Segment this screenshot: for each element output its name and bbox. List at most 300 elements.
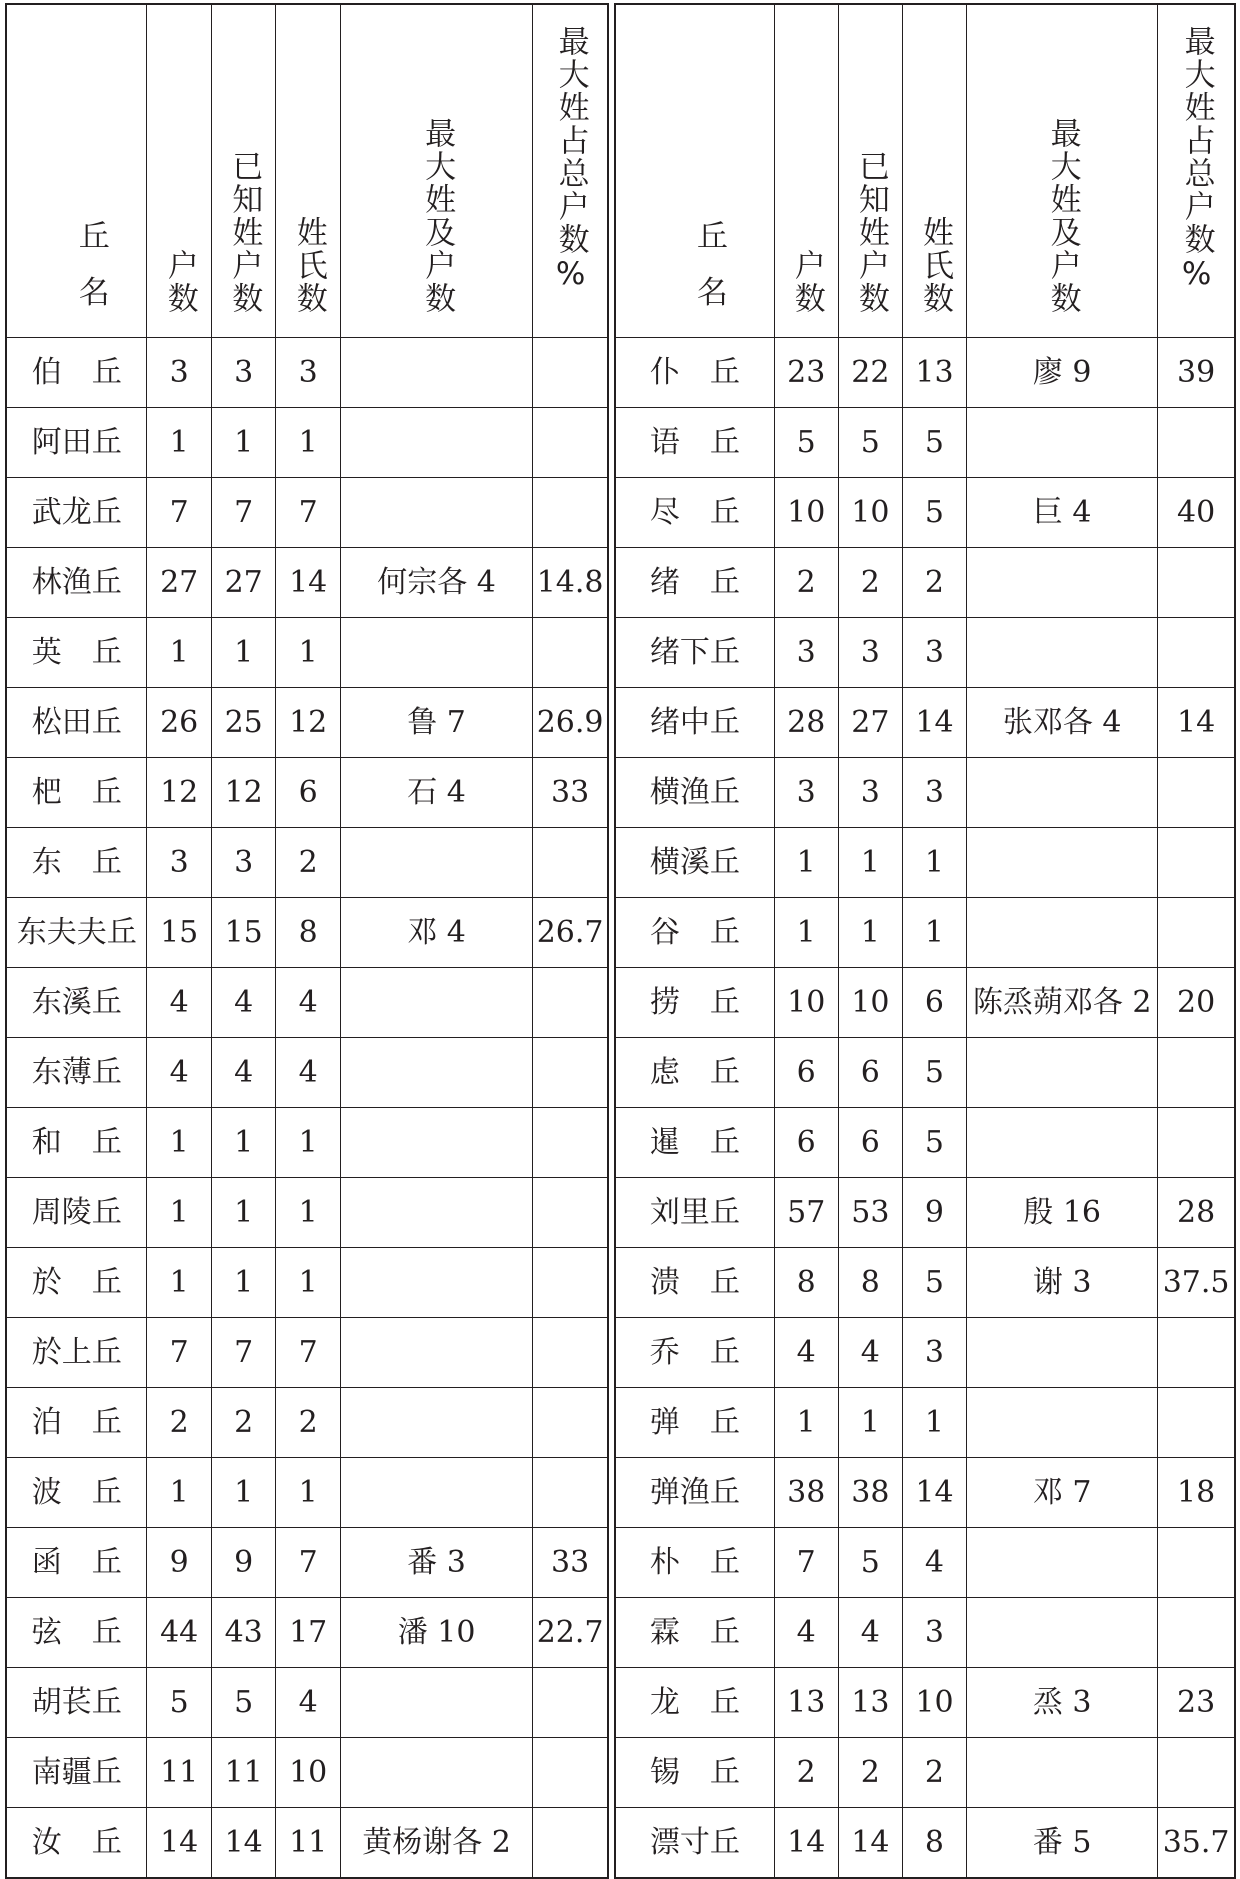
cell-name: 函 丘 bbox=[6, 1528, 147, 1598]
table-row bbox=[6, 828, 608, 898]
cell-largest bbox=[340, 968, 532, 1038]
cell-name: 胡苌丘 bbox=[6, 1668, 147, 1738]
cell-largest bbox=[340, 478, 532, 548]
cell-households: 2 bbox=[774, 548, 838, 618]
table-row bbox=[6, 618, 608, 688]
cell-name: 乔 丘 bbox=[615, 1318, 774, 1388]
cell-largest bbox=[967, 408, 1158, 478]
cell-known: 14 bbox=[211, 1808, 276, 1879]
cell-households: 14 bbox=[147, 1808, 212, 1879]
cell-known: 1 bbox=[211, 1108, 276, 1178]
cell-known: 43 bbox=[211, 1598, 276, 1668]
cell-largest: 邓 4 bbox=[340, 898, 532, 968]
cell-name: 英 丘 bbox=[6, 618, 147, 688]
cell-known: 9 bbox=[211, 1528, 276, 1598]
cell-known: 27 bbox=[211, 548, 276, 618]
table-row bbox=[615, 828, 1235, 898]
header-name-text: 丘名 bbox=[696, 219, 750, 311]
cell-largest: 烝 3 bbox=[967, 1668, 1158, 1738]
cell-households: 4 bbox=[774, 1318, 838, 1388]
header-known bbox=[211, 4, 276, 338]
cell-surnames: 3 bbox=[902, 1318, 966, 1388]
cell-name: 谷 丘 bbox=[615, 898, 774, 968]
table-row bbox=[6, 408, 608, 478]
cell-name: 绪下丘 bbox=[615, 618, 774, 688]
cell-households: 1 bbox=[774, 828, 838, 898]
cell-largest bbox=[967, 1388, 1158, 1458]
right-table bbox=[614, 3, 1236, 1879]
header-known-text: 已知姓户数 bbox=[852, 150, 889, 315]
cell-pct bbox=[533, 1038, 608, 1108]
cell-name: 东溪丘 bbox=[6, 968, 147, 1038]
cell-surnames: 5 bbox=[902, 1248, 966, 1318]
cell-surnames: 2 bbox=[276, 1388, 341, 1458]
cell-known: 4 bbox=[211, 968, 276, 1038]
cell-name: 捞 丘 bbox=[615, 968, 774, 1038]
cell-pct bbox=[533, 1248, 608, 1318]
cell-name: 泊 丘 bbox=[6, 1388, 147, 1458]
cell-households: 3 bbox=[147, 338, 212, 408]
header-surnames bbox=[902, 4, 966, 338]
cell-households: 26 bbox=[147, 688, 212, 758]
table-row bbox=[615, 1458, 1235, 1528]
cell-surnames: 1 bbox=[902, 1388, 966, 1458]
cell-name: 尽 丘 bbox=[615, 478, 774, 548]
cell-pct bbox=[1158, 1738, 1235, 1808]
cell-known: 1 bbox=[211, 1248, 276, 1318]
header-pct bbox=[1158, 4, 1235, 338]
cell-known: 15 bbox=[211, 898, 276, 968]
cell-largest bbox=[340, 828, 532, 898]
cell-name: 阿田丘 bbox=[6, 408, 147, 478]
cell-known: 11 bbox=[211, 1738, 276, 1808]
cell-surnames: 1 bbox=[902, 898, 966, 968]
cell-households: 3 bbox=[774, 618, 838, 688]
table-row bbox=[6, 1808, 608, 1879]
table-row bbox=[6, 1458, 608, 1528]
cell-pct: 26.9 bbox=[533, 688, 608, 758]
cell-pct bbox=[533, 1388, 608, 1458]
cell-known: 4 bbox=[838, 1598, 902, 1668]
cell-known: 2 bbox=[838, 1738, 902, 1808]
cell-known: 1 bbox=[211, 408, 276, 478]
cell-name: 溃 丘 bbox=[615, 1248, 774, 1318]
cell-surnames: 1 bbox=[902, 828, 966, 898]
cell-name: 弦 丘 bbox=[6, 1598, 147, 1668]
cell-pct bbox=[1158, 1388, 1235, 1458]
cell-households: 13 bbox=[774, 1668, 838, 1738]
cell-households: 1 bbox=[147, 408, 212, 478]
header-surnames-text: 姓氏数 bbox=[916, 216, 953, 315]
header-largest bbox=[340, 4, 532, 338]
table-row bbox=[615, 1178, 1235, 1248]
header-known bbox=[838, 4, 902, 338]
header-pct-text: 最大姓占总户数% bbox=[552, 25, 589, 294]
cell-largest: 番 3 bbox=[340, 1528, 532, 1598]
cell-name: 绪中丘 bbox=[615, 688, 774, 758]
table-row bbox=[615, 758, 1235, 828]
cell-known: 6 bbox=[838, 1038, 902, 1108]
cell-pct: 22.7 bbox=[533, 1598, 608, 1668]
cell-pct: 20 bbox=[1158, 968, 1235, 1038]
cell-name: 伯 丘 bbox=[6, 338, 147, 408]
table-row bbox=[6, 478, 608, 548]
cell-known: 14 bbox=[838, 1808, 902, 1879]
table-row bbox=[6, 758, 608, 828]
cell-surnames: 2 bbox=[276, 828, 341, 898]
header-surnames-text: 姓氏数 bbox=[290, 216, 327, 315]
cell-households: 10 bbox=[774, 478, 838, 548]
cell-largest: 石 4 bbox=[340, 758, 532, 828]
table-row bbox=[615, 548, 1235, 618]
cell-name: 横溪丘 bbox=[615, 828, 774, 898]
header-households-text: 户数 bbox=[161, 249, 198, 315]
cell-households: 1 bbox=[147, 1248, 212, 1318]
cell-surnames: 1 bbox=[276, 1178, 341, 1248]
cell-households: 38 bbox=[774, 1458, 838, 1528]
cell-pct bbox=[533, 1108, 608, 1178]
cell-known: 2 bbox=[211, 1388, 276, 1458]
cell-largest bbox=[967, 1528, 1158, 1598]
cell-known: 7 bbox=[211, 1318, 276, 1388]
cell-households: 15 bbox=[147, 898, 212, 968]
cell-pct: 39 bbox=[1158, 338, 1235, 408]
cell-name: 朴 丘 bbox=[615, 1528, 774, 1598]
cell-largest bbox=[967, 1318, 1158, 1388]
cell-largest: 何宗各 4 bbox=[340, 548, 532, 618]
cell-largest: 鲁 7 bbox=[340, 688, 532, 758]
cell-households: 6 bbox=[774, 1038, 838, 1108]
cell-pct: 37.5 bbox=[1158, 1248, 1235, 1318]
cell-surnames: 12 bbox=[276, 688, 341, 758]
cell-surnames: 1 bbox=[276, 618, 341, 688]
header-pct bbox=[533, 4, 608, 338]
cell-known: 25 bbox=[211, 688, 276, 758]
cell-pct bbox=[533, 1668, 608, 1738]
header-largest-text: 最大姓及户数 bbox=[419, 117, 456, 315]
cell-name: 弹 丘 bbox=[615, 1388, 774, 1458]
cell-name: 周陵丘 bbox=[6, 1178, 147, 1248]
cell-largest: 张邓各 4 bbox=[967, 688, 1158, 758]
cell-surnames: 8 bbox=[276, 898, 341, 968]
cell-pct bbox=[533, 478, 608, 548]
cell-largest bbox=[967, 1598, 1158, 1668]
cell-largest bbox=[340, 1668, 532, 1738]
cell-largest bbox=[340, 1248, 532, 1318]
cell-households: 44 bbox=[147, 1598, 212, 1668]
cell-largest: 谢 3 bbox=[967, 1248, 1158, 1318]
cell-largest bbox=[340, 1738, 532, 1808]
table-row bbox=[615, 688, 1235, 758]
cell-households: 23 bbox=[774, 338, 838, 408]
cell-name: 刘里丘 bbox=[615, 1178, 774, 1248]
cell-pct bbox=[533, 618, 608, 688]
cell-known: 12 bbox=[211, 758, 276, 828]
cell-surnames: 1 bbox=[276, 408, 341, 478]
cell-households: 2 bbox=[774, 1738, 838, 1808]
header-row bbox=[615, 4, 1235, 338]
header-pct-text: 最大姓占总户数% bbox=[1178, 25, 1215, 294]
cell-households: 14 bbox=[774, 1808, 838, 1879]
right-table-body bbox=[615, 338, 1235, 1879]
table-row bbox=[615, 1108, 1235, 1178]
cell-surnames: 11 bbox=[276, 1808, 341, 1879]
cell-name: 东薄丘 bbox=[6, 1038, 147, 1108]
cell-surnames: 14 bbox=[902, 1458, 966, 1528]
cell-name: 弹渔丘 bbox=[615, 1458, 774, 1528]
cell-largest bbox=[967, 758, 1158, 828]
cell-known: 3 bbox=[211, 828, 276, 898]
cell-pct: 28 bbox=[1158, 1178, 1235, 1248]
cell-known: 22 bbox=[838, 338, 902, 408]
cell-largest bbox=[967, 1738, 1158, 1808]
cell-name: 於上丘 bbox=[6, 1318, 147, 1388]
cell-surnames: 8 bbox=[902, 1808, 966, 1879]
header-households bbox=[774, 4, 838, 338]
table-row bbox=[6, 1038, 608, 1108]
cell-households: 7 bbox=[147, 478, 212, 548]
cell-households: 12 bbox=[147, 758, 212, 828]
cell-households: 5 bbox=[774, 408, 838, 478]
cell-largest: 黄杨谢各 2 bbox=[340, 1808, 532, 1879]
cell-name: 绪 丘 bbox=[615, 548, 774, 618]
cell-pct: 18 bbox=[1158, 1458, 1235, 1528]
cell-known: 10 bbox=[838, 968, 902, 1038]
table-row bbox=[615, 968, 1235, 1038]
header-row bbox=[6, 4, 608, 338]
table-row bbox=[615, 1388, 1235, 1458]
cell-known: 4 bbox=[838, 1318, 902, 1388]
cell-known: 4 bbox=[211, 1038, 276, 1108]
cell-name: 松田丘 bbox=[6, 688, 147, 758]
cell-households: 6 bbox=[774, 1108, 838, 1178]
table-row bbox=[615, 1528, 1235, 1598]
cell-surnames: 4 bbox=[276, 968, 341, 1038]
cell-known: 3 bbox=[211, 338, 276, 408]
cell-pct bbox=[1158, 1318, 1235, 1388]
cell-surnames: 4 bbox=[276, 1668, 341, 1738]
cell-known: 1 bbox=[211, 618, 276, 688]
cell-pct: 33 bbox=[533, 1528, 608, 1598]
cell-largest bbox=[340, 408, 532, 478]
cell-largest bbox=[967, 898, 1158, 968]
cell-largest bbox=[340, 338, 532, 408]
cell-pct bbox=[1158, 758, 1235, 828]
header-known-text: 已知姓户数 bbox=[226, 150, 263, 315]
cell-pct bbox=[533, 1738, 608, 1808]
cell-households: 4 bbox=[147, 1038, 212, 1108]
cell-households: 57 bbox=[774, 1178, 838, 1248]
cell-name: 锡 丘 bbox=[615, 1738, 774, 1808]
table-row bbox=[6, 1318, 608, 1388]
cell-pct bbox=[1158, 1038, 1235, 1108]
table-row bbox=[6, 338, 608, 408]
cell-surnames: 3 bbox=[902, 618, 966, 688]
cell-name: 林渔丘 bbox=[6, 548, 147, 618]
cell-households: 1 bbox=[147, 618, 212, 688]
table-row bbox=[615, 1248, 1235, 1318]
cell-pct: 40 bbox=[1158, 478, 1235, 548]
cell-name: 东夫夫丘 bbox=[6, 898, 147, 968]
cell-surnames: 13 bbox=[902, 338, 966, 408]
cell-surnames: 10 bbox=[902, 1668, 966, 1738]
cell-known: 27 bbox=[838, 688, 902, 758]
cell-households: 8 bbox=[774, 1248, 838, 1318]
cell-name: 东 丘 bbox=[6, 828, 147, 898]
table-row bbox=[6, 688, 608, 758]
table-row bbox=[615, 1668, 1235, 1738]
cell-largest bbox=[967, 618, 1158, 688]
cell-pct bbox=[1158, 618, 1235, 688]
cell-pct: 35.7 bbox=[1158, 1808, 1235, 1879]
table-row bbox=[615, 338, 1235, 408]
cell-name: 霖 丘 bbox=[615, 1598, 774, 1668]
cell-largest bbox=[340, 1108, 532, 1178]
cell-households: 3 bbox=[147, 828, 212, 898]
cell-name: 漂寸丘 bbox=[615, 1808, 774, 1879]
cell-known: 3 bbox=[838, 618, 902, 688]
cell-largest: 邓 7 bbox=[967, 1458, 1158, 1528]
table-row bbox=[6, 548, 608, 618]
cell-pct: 33 bbox=[533, 758, 608, 828]
cell-pct bbox=[533, 828, 608, 898]
header-name bbox=[6, 4, 147, 338]
table-row bbox=[615, 1808, 1235, 1879]
cell-pct bbox=[1158, 828, 1235, 898]
cell-surnames: 14 bbox=[276, 548, 341, 618]
cell-known: 1 bbox=[838, 828, 902, 898]
cell-known: 7 bbox=[211, 478, 276, 548]
cell-largest: 潘 10 bbox=[340, 1598, 532, 1668]
cell-known: 5 bbox=[838, 1528, 902, 1598]
cell-pct bbox=[1158, 898, 1235, 968]
cell-name: 武龙丘 bbox=[6, 478, 147, 548]
cell-surnames: 5 bbox=[902, 408, 966, 478]
cell-known: 13 bbox=[838, 1668, 902, 1738]
cell-surnames: 10 bbox=[276, 1738, 341, 1808]
header-surnames bbox=[276, 4, 341, 338]
header-households-text: 户数 bbox=[788, 249, 825, 315]
cell-surnames: 1 bbox=[276, 1458, 341, 1528]
cell-households: 27 bbox=[147, 548, 212, 618]
cell-name: 仆 丘 bbox=[615, 338, 774, 408]
cell-households: 28 bbox=[774, 688, 838, 758]
table-row bbox=[615, 898, 1235, 968]
cell-surnames: 7 bbox=[276, 478, 341, 548]
cell-pct bbox=[1158, 1528, 1235, 1598]
cell-known: 8 bbox=[838, 1248, 902, 1318]
cell-name: 波 丘 bbox=[6, 1458, 147, 1528]
cell-largest bbox=[340, 1038, 532, 1108]
cell-surnames: 3 bbox=[902, 1598, 966, 1668]
table-row bbox=[615, 1738, 1235, 1808]
cell-largest: 番 5 bbox=[967, 1808, 1158, 1879]
cell-known: 2 bbox=[838, 548, 902, 618]
cell-pct bbox=[1158, 1598, 1235, 1668]
cell-pct bbox=[533, 1178, 608, 1248]
cell-largest bbox=[340, 1178, 532, 1248]
cell-surnames: 7 bbox=[276, 1528, 341, 1598]
cell-pct bbox=[533, 1808, 608, 1879]
cell-name: 暹 丘 bbox=[615, 1108, 774, 1178]
cell-name: 龙 丘 bbox=[615, 1668, 774, 1738]
cell-largest bbox=[340, 1458, 532, 1528]
cell-largest: 巨 4 bbox=[967, 478, 1158, 548]
cell-surnames: 9 bbox=[902, 1178, 966, 1248]
cell-households: 1 bbox=[147, 1458, 212, 1528]
cell-known: 5 bbox=[211, 1668, 276, 1738]
cell-surnames: 3 bbox=[276, 338, 341, 408]
cell-surnames: 7 bbox=[276, 1318, 341, 1388]
cell-pct bbox=[1158, 1108, 1235, 1178]
table-row bbox=[615, 1318, 1235, 1388]
cell-name: 横渔丘 bbox=[615, 758, 774, 828]
table-row bbox=[6, 1668, 608, 1738]
table-row bbox=[6, 1738, 608, 1808]
cell-largest: 廖 9 bbox=[967, 338, 1158, 408]
cell-households: 9 bbox=[147, 1528, 212, 1598]
cell-surnames: 5 bbox=[902, 1038, 966, 1108]
cell-known: 1 bbox=[211, 1458, 276, 1528]
cell-known: 10 bbox=[838, 478, 902, 548]
cell-name: 语 丘 bbox=[615, 408, 774, 478]
table-row bbox=[6, 1528, 608, 1598]
cell-surnames: 5 bbox=[902, 478, 966, 548]
cell-households: 1 bbox=[147, 1108, 212, 1178]
table-row bbox=[6, 1108, 608, 1178]
cell-known: 1 bbox=[838, 1388, 902, 1458]
cell-households: 2 bbox=[147, 1388, 212, 1458]
cell-known: 1 bbox=[838, 898, 902, 968]
table-row bbox=[6, 1598, 608, 1668]
cell-known: 6 bbox=[838, 1108, 902, 1178]
table-row bbox=[6, 1388, 608, 1458]
table-row bbox=[615, 618, 1235, 688]
cell-largest bbox=[340, 1388, 532, 1458]
header-name-text: 丘名 bbox=[78, 219, 132, 311]
cell-surnames: 4 bbox=[902, 1528, 966, 1598]
header-name bbox=[615, 4, 774, 338]
cell-households: 7 bbox=[147, 1318, 212, 1388]
cell-surnames: 1 bbox=[276, 1108, 341, 1178]
cell-households: 5 bbox=[147, 1668, 212, 1738]
cell-households: 10 bbox=[774, 968, 838, 1038]
cell-pct bbox=[533, 1458, 608, 1528]
left-table-body bbox=[6, 338, 608, 1879]
header-largest bbox=[967, 4, 1158, 338]
cell-surnames: 17 bbox=[276, 1598, 341, 1668]
cell-households: 4 bbox=[147, 968, 212, 1038]
cell-largest bbox=[340, 618, 532, 688]
cell-known: 1 bbox=[211, 1178, 276, 1248]
cell-surnames: 5 bbox=[902, 1108, 966, 1178]
cell-name: 於 丘 bbox=[6, 1248, 147, 1318]
cell-surnames: 6 bbox=[276, 758, 341, 828]
cell-name: 杷 丘 bbox=[6, 758, 147, 828]
cell-pct bbox=[1158, 548, 1235, 618]
cell-pct bbox=[533, 1318, 608, 1388]
cell-pct: 23 bbox=[1158, 1668, 1235, 1738]
cell-surnames: 1 bbox=[276, 1248, 341, 1318]
cell-surnames: 2 bbox=[902, 548, 966, 618]
cell-largest: 殷 16 bbox=[967, 1178, 1158, 1248]
cell-households: 4 bbox=[774, 1598, 838, 1668]
cell-households: 1 bbox=[147, 1178, 212, 1248]
cell-largest bbox=[967, 1038, 1158, 1108]
cell-pct: 14 bbox=[1158, 688, 1235, 758]
table-row bbox=[615, 478, 1235, 548]
cell-surnames: 2 bbox=[902, 1738, 966, 1808]
